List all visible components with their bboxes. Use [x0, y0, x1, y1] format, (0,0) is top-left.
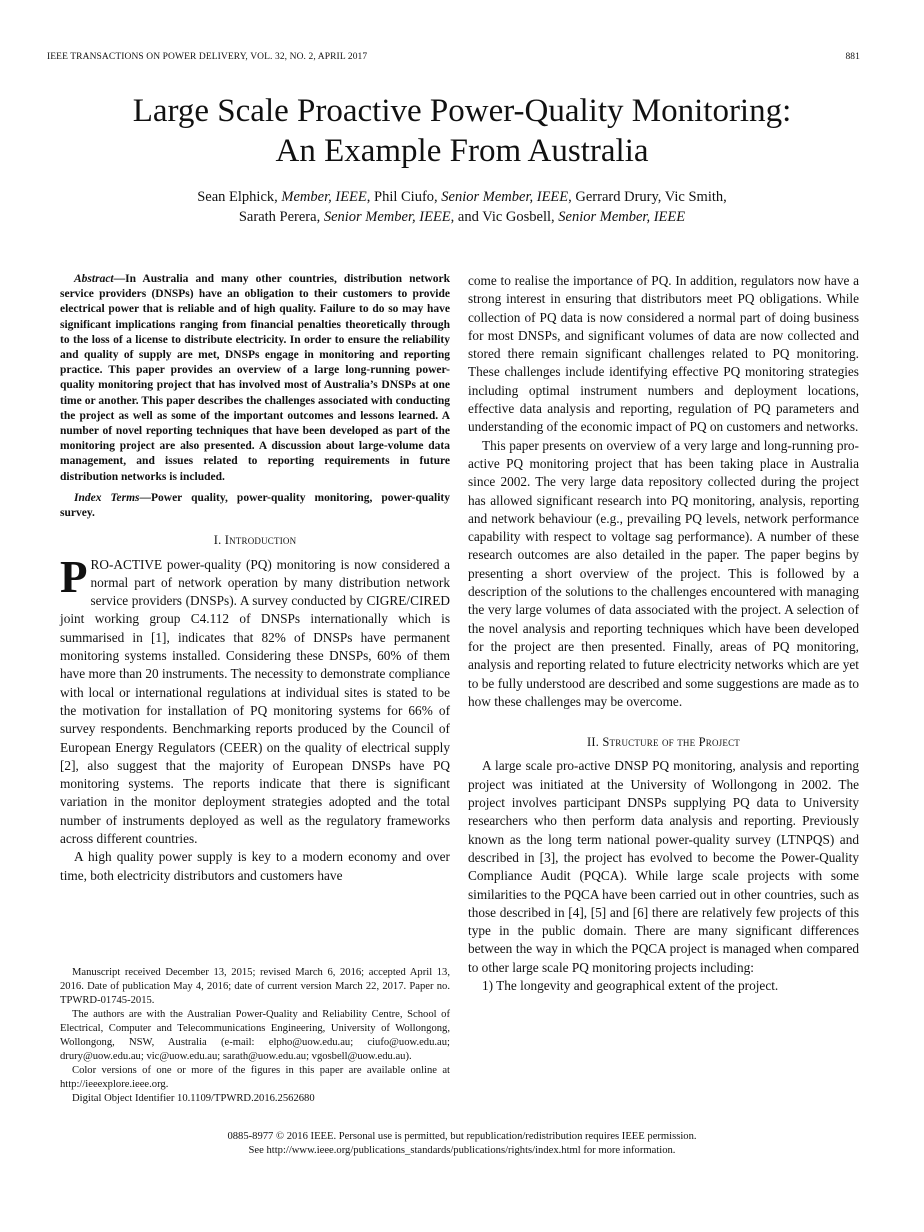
- author-name: Gerrard Drury: [575, 189, 658, 205]
- index-terms: Index Terms—Power quality, power-quality monitoring, power-quality survey.: [60, 491, 450, 520]
- author-name: Vic Gosbell: [482, 209, 552, 225]
- author-name: Phil Ciufo: [374, 189, 435, 205]
- abstract-text: In Australia and many other countries, distribution network service providers (DNSPs) have an obligation to their customers to provide electrical power that is reliable and of high quality. Failure to do so may have significant implications ranging from financial penalties theoretically through to the loss of a license to distribute electricity. In order to ensure the reliability and quality of supply are met, DNSPs engage in monitoring and reporting practice. This paper provides an overview of a large long-running power-quality monitoring project that has involved most of Australia’s DNSPs at one time or another. This paper describes the challenges associated with conducting the project as well as some of the important outcomes and lessons learned. A number of novel reporting techniques that have been developed as part of the monitoring project are also presented. A discussion about large-volume data management, and issues related to reporting requirements in future distribution networks is included.: [60, 273, 450, 483]
- paper-title: [40, 91, 884, 171]
- author-list: [60, 187, 864, 227]
- intro-text-1: RO-ACTIVE power-quality (PQ) monitoring is now considered a normal part of network operation by many distribution network service providers (DNSPs). A survey conducted by CIGRE/CIRED joint working group C4.112 of DNSPs internationally which is summarised in [1], indicates that 82% of DNSPs have permanent monitoring systems installed. Considering these DNSPs, 60% of them have more than 20 instruments. The necessity to demonstrate compliance with local or international regulations at individual sites is stated to be the motivation for installation of PQ monitoring systems for 66% of survey respondents. Benchmarking reports produced by the Council of European Energy Regulators (CEER) on the quality of electrical supply [2], also suggest that the majority of European DNSPs have PQ monitoring systems. The reports indicate that there is significant variation in the monitor deployment strategies adopted and the total number of instruments deployed as well as the regulatory frameworks across different countries.: [60, 556, 450, 846]
- author-role: Member, IEEE: [281, 189, 367, 205]
- section-heading-structure: [468, 733, 859, 751]
- author-line-1: Sean Elphick, Member, IEEE, Phil Ciufo, Senior Member, IEEE, Gerrard Drury, Vic Smith,: [197, 189, 727, 205]
- rights-line: See http://www.ieee.org/publications_standards/publications/rights/index.html for more information.: [248, 1145, 676, 1156]
- footnotes: [60, 966, 450, 1106]
- abstract: Abstract—In Australia and many other countries, distribution network service providers (DNSPs) have an obligation to their customers to provide electrical power that is reliable and of high quality. Failure to do so may have significant implications ranging from financial penalties theoretically through to the loss of a license to distribute electricity. In order to ensure the reliability and quality of supply are met, DNSPs engage in monitoring and reporting practice. This paper provides an overview of a large long-running power-quality monitoring project that has involved most of Australia’s DNSPs at one time or another. This paper describes the challenges associated with conducting the project as well as some of the important outcomes and lessons learned. A number of novel reporting techniques that have been developed as part of the monitoring project are also presented. A discussion about large-volume data management, and issues related to reporting requirements in future distribution networks is included.: [60, 273, 450, 483]
- section-heading-introduction: [60, 531, 450, 549]
- intro-paragraph-2-continued: come to realise the importance of PQ. In addition, regulators now have a strong interest in ensuring that distributors meet PQ obligations. While collection of PQ data is now considered a normal part of doing business for most DNSPs, and significant volumes of data are now collected and stored there remain significant challenges related to PQ monitoring. These challenges include identifying effective PQ monitoring strategies including optimal instrument numbers and deployment locations, effective data analysis and reporting, regulation of PQ parameters and understanding of the economic impact of PQ on customers and networks.: [468, 273, 859, 435]
- footnote-color: Color versions of one or more of the figures in this paper are available online at http://ieeexplore.ieee.org.: [60, 1065, 450, 1090]
- author-role: Senior Member, IEEE: [558, 209, 686, 225]
- left-column: [60, 272, 450, 885]
- intro-paragraph-1: [60, 551, 450, 849]
- section-number: II.: [587, 735, 600, 750]
- copyright-line: 0885-8977 © 2016 IEEE. Personal use is permitted, but republication/redistribution requires IEEE permission.: [227, 1131, 697, 1142]
- running-header: [47, 52, 860, 62]
- footnote-doi: Digital Object Identifier 10.1109/TPWRD.2016.2562680: [72, 1093, 315, 1104]
- section-title: Structure of the Project: [602, 735, 740, 750]
- author-name: Sean Elphick: [197, 189, 275, 205]
- footnote-affiliation: The authors are with the Australian Power-Quality and Reliability Centre, School of Electrical, Computer and Telecommunications Engineering, University of Wollongong, Wollongong, NSW, Australia (e-mail: elpho@uow.edu.au; ciufo@uow.edu.au; drury@uow.edu.au; vic@uow.edu.au; sarath@uow.edu.au; vgosbell@uow.edu.au).: [60, 1009, 450, 1062]
- journal-name: IEEE TRANSACTIONS ON POWER DELIVERY, VOL. 32, NO. 2, APRIL 2017: [47, 52, 368, 62]
- section-title: Introduction: [224, 533, 297, 548]
- intro-paragraph-2: A high quality power supply is key to a modern economy and over time, both electricity distributors and customers have: [60, 849, 450, 883]
- section-number: I.: [213, 533, 222, 548]
- author-role: Senior Member, IEEE: [441, 189, 569, 205]
- author-line-2: Sarath Perera, Senior Member, IEEE, and Vic Gosbell, Senior Member, IEEE: [238, 209, 686, 225]
- right-column: [468, 272, 859, 995]
- footnote-manuscript: Manuscript received December 13, 2015; revised March 6, 2016; accepted April 13, 2016. Date of publication May 4, 2016; date of current version March 22, 2017. Paper no. TPWRD-01745-2015.: [60, 967, 450, 1006]
- abstract-label: Abstract: [74, 273, 114, 285]
- author-role: Senior Member, IEEE: [323, 209, 451, 225]
- intro-paragraph-3: This paper presents on overview of a very large and long-running pro-active PQ monitoring project that has been taking place in Australia since 2002. The very large data repository collected during the project has allowed significant research into PQ monitoring, analysis, reporting and network behaviour (e.g., prevailing PQ levels, network performance capability with respect to voltage sag performance). A number of these research outcomes are also detailed in the paper. The paper begins by presenting a short overview of the project. This is followed by a description of the solutions to the challenges encountered with managing the very large volumes of data associated with the project. A selection of the novel analysis and reporting techniques which have been developed for the project are then presented. Finally, areas of PQ monitoring, analysis and reporting related to future electricity networks which are yet to be fully understood are described and some suggestions are made as to how these challenges may be overcome.: [468, 437, 859, 709]
- index-terms-label: Index Terms: [74, 491, 140, 504]
- list-item: 1) The longevity and geographical extent of the project.: [482, 977, 779, 993]
- title-line-2: An Example From Australia: [275, 133, 649, 169]
- author-name: Vic Smith: [664, 189, 724, 205]
- structure-paragraph-1: A large scale pro-active DNSP PQ monitoring, analysis and reporting project was initiated at the University of Wollongong in 2002. The project involves participant DNSPs supplying PQ data to University researchers who then perform data analysis and reporting. Previously known as the long term national power-quality survey (LTNPQS) and described in [3], the project has evolved to become the Power-Quality Compliance Audit (PQCA). While large scale projects with some similarities to the PQCA have been carried out in other countries, such as those described in [4], [5] and [6] there are relatively few projects of this type in the public domain. There are many significant differences between the way in which the PQCA project is managed when compared to other large scale PQ monitoring projects including:: [468, 758, 859, 975]
- title-line-1: Large Scale Proactive Power-Quality Monitoring:: [132, 93, 792, 129]
- drop-cap: P: [60, 551, 88, 602]
- author-name: Sarath Perera: [238, 209, 317, 225]
- index-terms-text: Power quality, power-quality monitoring, power-quality survey.: [60, 491, 450, 520]
- copyright-footer: [60, 1130, 864, 1158]
- page-number: 881: [845, 52, 860, 62]
